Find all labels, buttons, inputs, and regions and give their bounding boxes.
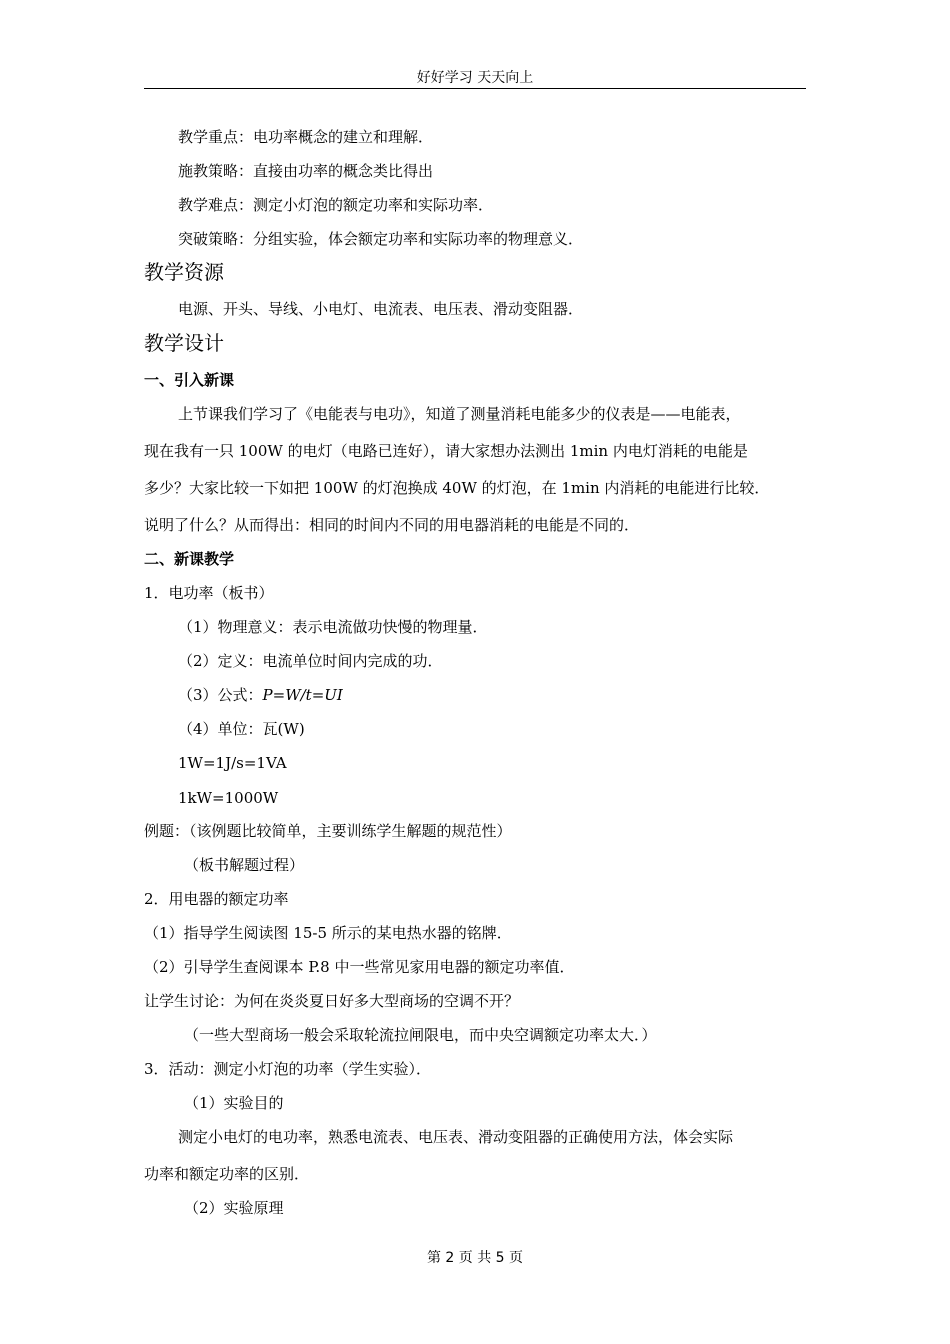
example-line: 例题：（该例题比较简单，主要训练学生解题的规范性） bbox=[144, 822, 512, 840]
s3-purpose-title: （1）实验目的 bbox=[184, 1094, 284, 1112]
formula-label: （3）公式： bbox=[178, 686, 263, 704]
resources-text: 电源、开头、导线、小电灯、电流表、电压表、滑动变阻器． bbox=[178, 300, 584, 318]
s1-eq2: 1kW=1000W bbox=[178, 789, 279, 807]
section-2-title: 2．用电器的额定功率 bbox=[144, 890, 289, 908]
s3-principle-title: （2）实验原理 bbox=[184, 1199, 284, 1217]
intro-heading: 一、引入新课 bbox=[144, 371, 235, 389]
new-lesson-heading: 二、新课教学 bbox=[144, 550, 235, 568]
section-3-title: 3．活动：测定小灯泡的功率（学生实验）． bbox=[144, 1060, 432, 1078]
formula: P=W/t=UI bbox=[262, 686, 343, 704]
s2-discuss: 让学生讨论：为何在炎炎夏日好多大型商场的空调不开？ bbox=[144, 992, 520, 1010]
s1-meaning: （1）物理意义：表示电流做功快慢的物理量． bbox=[178, 618, 488, 636]
breakthrough-line: 突破策略：分组实验，体会额定功率和实际功率的物理意义． bbox=[178, 230, 584, 248]
resources-heading: 教学资源 bbox=[144, 260, 224, 284]
s3-purpose-line-2: 功率和额定功率的区别． bbox=[144, 1165, 310, 1183]
s1-unit: （4）单位：瓦(W) bbox=[178, 720, 305, 738]
intro-line-3: 多少？大家比较一下如把 100W 的灯泡换成 40W 的灯泡，在 1min 内消耗的电能进行比较． bbox=[144, 479, 770, 497]
s3-purpose-line-1: 测定小电灯的电功率，熟悉电流表、电压表、滑动变阻器的正确使用方法，体会实际 bbox=[178, 1128, 734, 1146]
s1-eq1: 1W=1J/s=1VA bbox=[178, 754, 287, 772]
strategy-line: 施教策略：直接由功率的概念类比得出 bbox=[178, 162, 434, 180]
s2-item-2: （2）引导学生查阅课本 P.8 中一些常见家用电器的额定功率值． bbox=[144, 958, 575, 976]
s2-item-1: （1）指导学生阅读图 15-5 所示的某电热水器的铭牌． bbox=[144, 924, 512, 942]
intro-line-4: 说明了什么？从而得出：相同的时间内不同的用电器消耗的电能是不同的． bbox=[144, 516, 640, 534]
section-1-title: 1．电功率（板书） bbox=[144, 584, 274, 602]
s1-definition: （2）定义：电流单位时间内完成的功． bbox=[178, 652, 443, 670]
difficulty-line: 教学难点：测定小灯泡的额定功率和实际功率． bbox=[178, 196, 494, 214]
intro-line-2: 现在我有一只 100W 的电灯（电路已连好），请大家想办法测出 1min 内电灯消耗的电能是 bbox=[144, 442, 748, 460]
key-point-line: 教学重点：电功率概念的建立和理解． bbox=[178, 128, 434, 146]
s1-formula-line bbox=[178, 684, 343, 706]
s2-answer: （一些大型商场一般会采取轮流拉闸限电，而中央空调额定功率太大．） bbox=[184, 1026, 657, 1044]
page-footer: 第 2 页 共 5 页 bbox=[426, 1250, 524, 1266]
page-header: 好好学习 天天向上 bbox=[144, 68, 806, 89]
design-heading: 教学设计 bbox=[144, 331, 224, 355]
board-line: （板书解题过程） bbox=[184, 856, 305, 874]
intro-line-1: 上节课我们学习了《电能表与电功》，知道了测量消耗电能多少的仪表是——电能表， bbox=[178, 405, 741, 423]
